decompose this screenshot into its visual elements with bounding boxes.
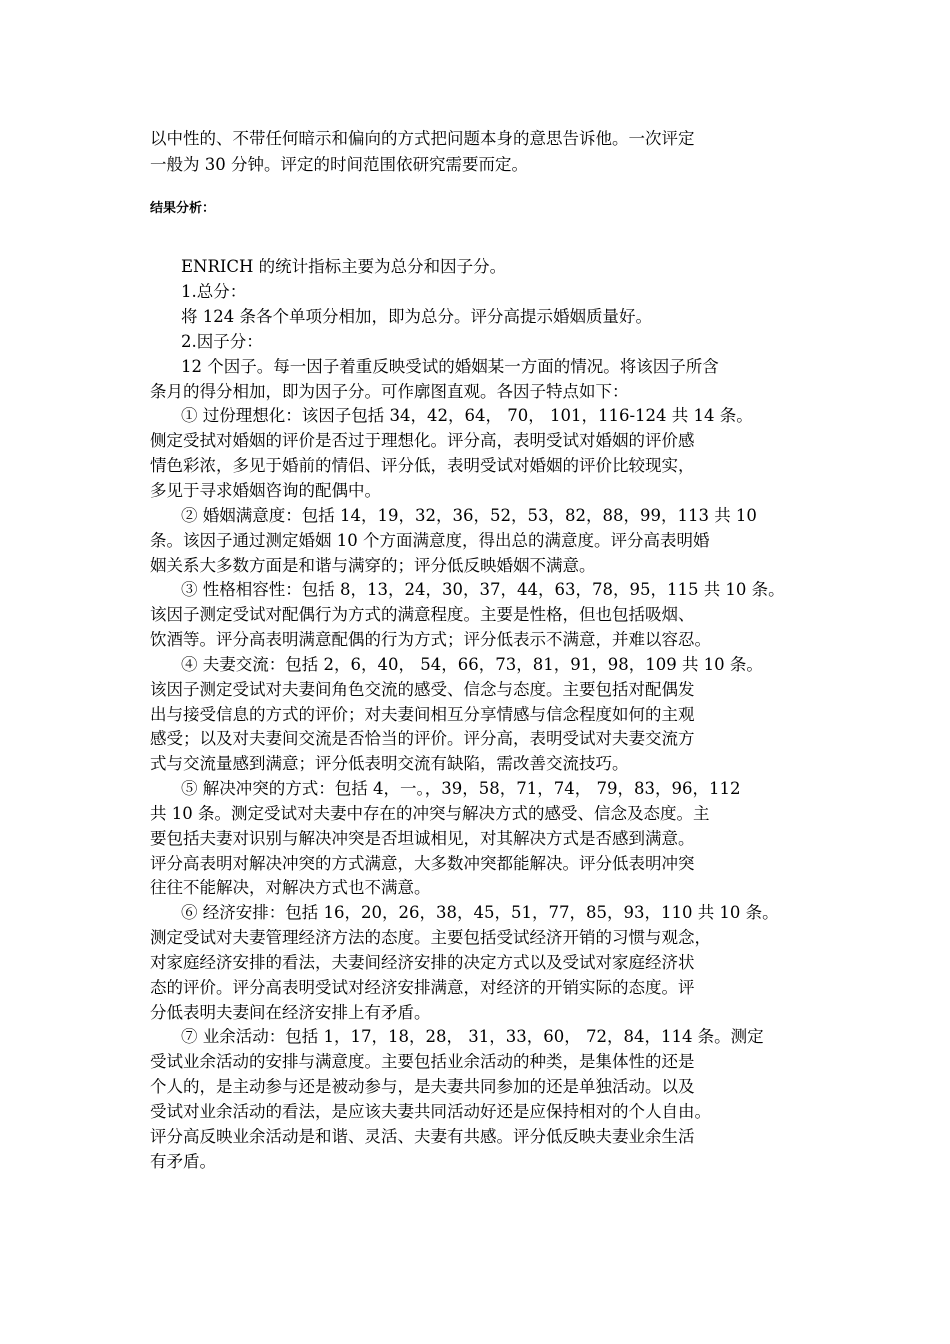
body-line: 要包括夫妻对识别与解决冲突是否坦诚相见，对其解决方式是否感到满意。 (150, 829, 695, 848)
body-line: 往往不能解决，对解决方式也不满意。 (150, 878, 431, 897)
body-line: 个人的，是主动参与还是被动参与，是夫妻共同参加的还是单独活动。以及 (150, 1077, 695, 1096)
body-line: 感受；以及对夫妻间交流是否恰当的评价。评分高，表明受试对夫妻交流方 (150, 729, 695, 748)
body-line: 式与交流量感到满意；评分低表明交流有缺陷，需改善交流技巧。 (150, 754, 629, 773)
body-line: 出与接受信息的方式的评价；对夫妻间相互分享情感与信念程度如何的主观 (150, 705, 695, 724)
body-line: 侧定受拭对婚姻的评价是否过于理想化。评分高，表明受试对婚姻的评价感 (150, 431, 695, 450)
body-line: 2.因子分： (181, 332, 263, 351)
body-line: 有矛盾。 (150, 1152, 216, 1171)
body-line: 1.总分： (181, 282, 247, 301)
intro-line-2: 一般为 30 分钟。评定的时间范围依研究需要而定。 (150, 155, 528, 174)
body-line: 分低表明夫妻间在经济安排上有矛盾。 (150, 1003, 431, 1022)
factor-4-line: ④ 夫妻交流：包括 2，6，40， 54，66，73，81，91，98，109 共 10 条。 (181, 655, 763, 674)
body-line: 受试对业余活动的看法，是应该夫妻共同活动好还是应保持相对的个人自由。 (150, 1102, 711, 1121)
body-line: 条。该因子通过测定婚姻 10 个方面满意度，得出总的满意度。评分高表明婚 (150, 531, 710, 550)
factor-7-line: ⑦ 业余活动：包括 1，17，18，28， 31，33，60， 72，84，114 条。测定 (181, 1027, 764, 1046)
body-line: 评分高表明对解决冲突的方式满意，大多数冲突都能解决。评分低表明冲突 (150, 854, 695, 873)
body-line: 饮酒等。评分高表明满意配偶的行为方式；评分低表示不满意，并难以容忍。 (150, 630, 711, 649)
section-heading: 结果分析： (150, 201, 216, 216)
body-line: 共 10 条。测定受试对夫妻中存在的冲突与解决方式的感受、信念及态度。主 (150, 804, 710, 823)
factor-6-line: ⑥ 经济安排：包括 16，20，26，38，45，51，77，85，93，110 共 10 条。 (181, 903, 779, 922)
body-line: 测定受试对夫妻管理经济方法的态度。主要包括受试经济开销的习惯与观念， (150, 928, 711, 947)
body-line: ENRICH 的统计指标主要为总分和因子分。 (181, 257, 507, 276)
body-line: 情色彩浓，多见于婚前的情侣、评分低，表明受试对婚姻的评价比较现实， (150, 456, 695, 475)
factor-3-line: ③ 性格相容性：包括 8，13，24，30，37，44，63，78，95，115 共 10 条。 (181, 580, 785, 599)
intro-line-1: 以中性的、不带任何暗示和偏向的方式把问题本身的意思告诉他。一次评定 (150, 129, 695, 148)
body-line: 该因子测定受试对配偶行为方式的满意程度。主要是性格，但也包括吸烟、 (150, 605, 695, 624)
body-line: 该因子测定受试对夫妻间角色交流的感受、信念与态度。主要包括对配偶发 (150, 680, 695, 699)
body-line: 将 124 条各个单项分相加，即为总分。评分高提示婚姻质量好。 (181, 307, 652, 326)
body-line: 对家庭经济安排的看法，夫妻间经济安排的决定方式以及受试对家庭经济状 (150, 953, 695, 972)
body-line: 受试业余活动的安排与满意度。主要包括业余活动的种类，是集体性的还是 (150, 1052, 695, 1071)
body-line: 评分高反映业余活动是和谐、灵活、夫妻有共感。评分低反映夫妻业余生活 (150, 1127, 695, 1146)
body-line: 姻关系大多数方面是和谐与满穿的；评分低反映婚姻不满意。 (150, 556, 596, 575)
body-line: 多见于寻求婚姻咨询的配偶中。 (150, 481, 381, 500)
factor-5-line: ⑤ 解决冲突的方式：包括 4，一。，39，58，71，74， 79，83，96，112 (181, 779, 741, 798)
body-line: 态的评价。评分高表明受试对经济安排满意，对经济的开销实际的态度。评 (150, 978, 695, 997)
factor-2-line: ② 婚姻满意度：包括 14，19，32，36，52，53，82，88，99，113 共 10 (181, 506, 757, 525)
body-line: 条月的得分相加，即为因子分。可作廓图直观。各因子特点如下： (150, 382, 629, 401)
body-line: 12 个因子。每一因子着重反映受试的婚姻某一方面的情况。将该因子所含 (181, 357, 719, 376)
factor-1-line: ① 过份理想化：该因子包括 34，42，64， 70， 101，116-124 共 14 条。 (181, 406, 753, 425)
